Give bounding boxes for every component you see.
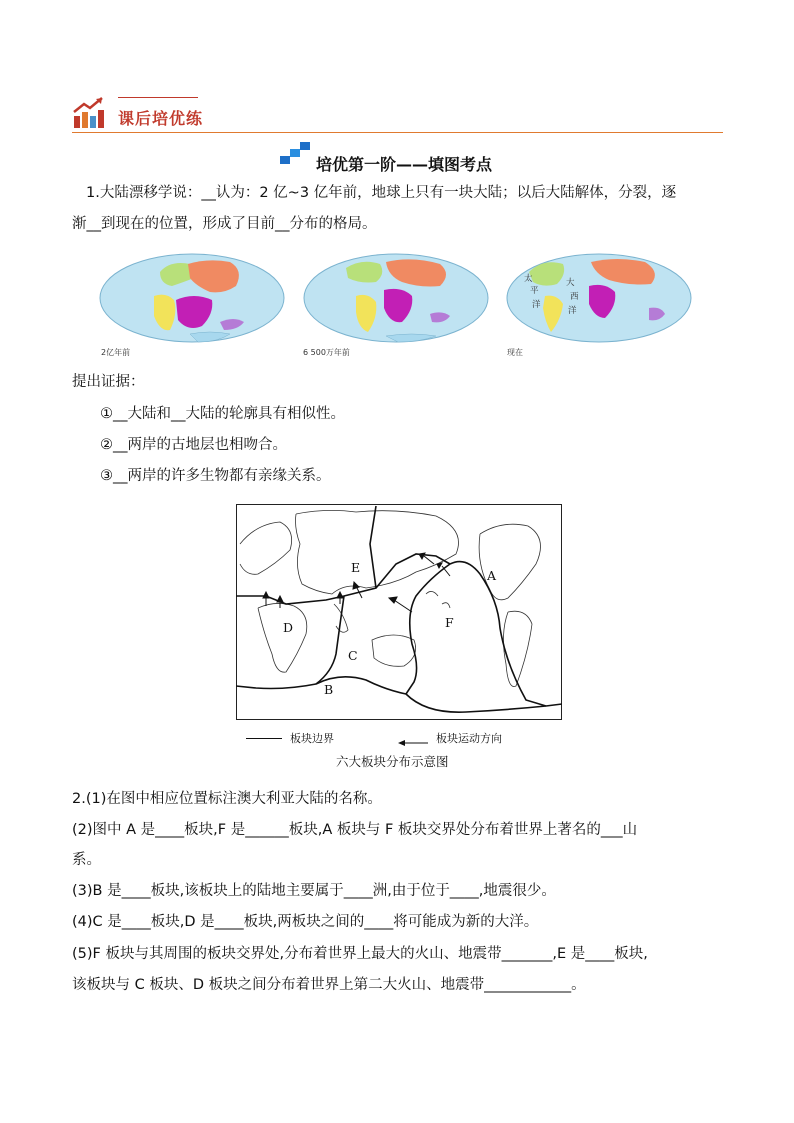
section-title: 培优第一阶——填图考点 [316, 155, 493, 174]
globe-caption-1: 2亿年前 [101, 348, 131, 357]
q1-line1: 1.大陆漂移学说：__认为：2 亿~3 亿年前，地球上只有一块大陆；以后大陆解体，分裂，逐 [86, 185, 677, 201]
q2-line7: 该板块与 C 板块、D 板块之间分布着世界上第二大火山、地震带____________。 [72, 977, 586, 993]
header-rule [72, 132, 723, 133]
evidence-title: 提出证据： [72, 374, 145, 390]
header-icon [72, 96, 106, 130]
q2-line3: 系。 [72, 852, 101, 868]
globe3-label-yang2: 洋 [568, 306, 577, 316]
q2-line2: (2)图中 A 是____板块,F 是______板块,A 板块与 F 板块交界处分布着世界上著名的___山 [72, 822, 638, 838]
legend-direction-label: 板块运动方向 [436, 732, 502, 745]
plate-label-c: C [348, 648, 358, 663]
plate-map-caption: 六大板块分布示意图 [336, 754, 449, 769]
plate-label-b: B [324, 682, 334, 697]
globe-caption-2: 6 500万年前 [303, 348, 350, 357]
evidence-item-2: ②__两岸的古地层也相吻合。 [100, 437, 287, 453]
globe-65mya [302, 252, 490, 348]
plate-label-d: D [283, 620, 294, 635]
globe3-label-ping: 平 [530, 286, 539, 296]
q2-line5: (4)C 是____板块,D 是____板块,两板块之间的____将可能成为新的大洋。 [72, 914, 539, 930]
legend-arrow-icon [398, 733, 428, 743]
header-top-rule [118, 97, 198, 98]
globe-200mya [98, 252, 286, 348]
q2-line6: (5)F 板块与其周围的板块交界处,分布着世界上最大的火山、地震带_______,E 是____板块, [72, 946, 648, 962]
plate-label-e: E [351, 560, 361, 575]
globe3-label-yang1: 洋 [532, 300, 541, 310]
globe-caption-3: 现在 [507, 348, 523, 357]
plate-map [236, 504, 562, 720]
plate-label-f: F [445, 615, 454, 630]
globe3-label-tai: 太 [524, 274, 533, 284]
q2-line4: (3)B 是____板块,该板块上的陆地主要属于____洲,由于位于____,地震很少。 [72, 883, 556, 899]
section-icon [280, 142, 312, 166]
plate-label-a: A [487, 568, 497, 583]
globe3-label-da: 大 [566, 278, 575, 288]
q1-line2: 渐__到现在的位置，形成了目前__分布的格局。 [72, 216, 377, 232]
evidence-item-3: ③__两岸的许多生物都有亲缘关系。 [100, 468, 331, 484]
q2-line1: 2.(1)在图中相应位置标注澳大利亚大陆的名称。 [72, 791, 382, 807]
evidence-item-1: ①__大陆和__大陆的轮廓具有相似性。 [100, 406, 345, 422]
header-title: 课后培优练 [118, 109, 204, 128]
legend-boundary-label: 板块边界 [290, 732, 334, 745]
globe3-label-xi: 西 [570, 292, 579, 302]
legend-boundary-line [246, 738, 282, 739]
